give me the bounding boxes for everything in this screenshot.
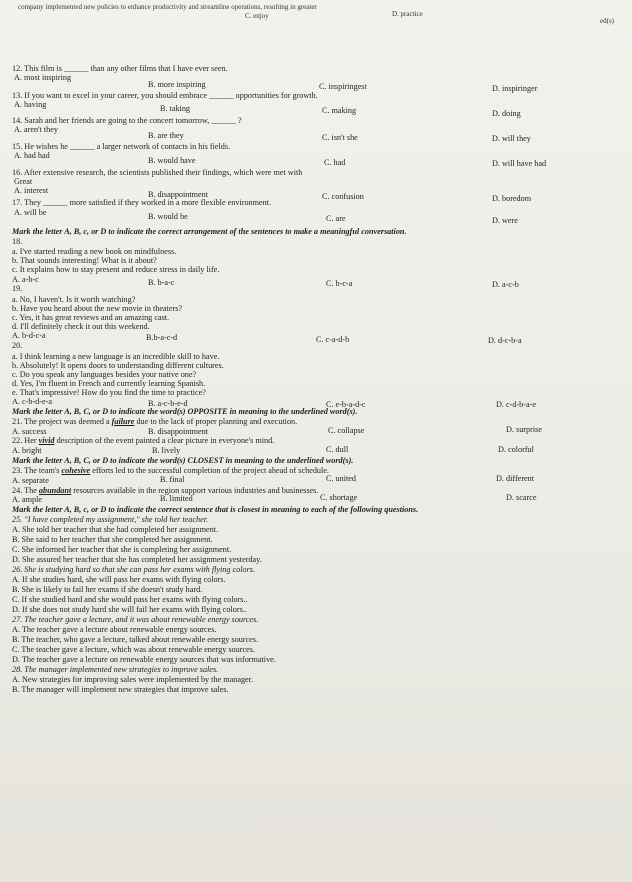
q26-option-d[interactable]: D. If she does not study hard she will fail her exams with flying colors.. [12,605,247,614]
header-option-d: D. practice [392,10,423,18]
q20-sentence-d: d. Yes, I'm fluent in French and currently learning Spanish. [12,379,206,388]
q17-option-c[interactable]: C. are [326,214,346,223]
q18-option-c[interactable]: C. b-c-a [326,279,353,288]
q19-number: 19. [12,284,23,293]
q24-option-b[interactable]: B. limited [160,494,193,503]
q22-underlined-word: vivid [38,436,55,445]
q26-option-c[interactable]: C. If she studied hard and she would pass her exams with flying colors.. [12,595,248,604]
q23-option-b[interactable]: B. final [160,475,185,484]
q16-word-great: Great [14,177,33,186]
q18-option-b[interactable]: B. b-a-c [148,278,175,287]
q12-option-a[interactable]: A. most inspiring [14,73,72,82]
q27-stem: 27. The teacher gave a lecture, and it was about renewable energy sources. [12,615,259,624]
q21-option-c[interactable]: C. collapse [328,426,365,435]
q20-sentence-c: c. Do you speak any languages besides your native one? [12,370,197,379]
q23-underlined-word: cohesive [61,466,91,475]
q20-option-d[interactable]: D. c-d-b-a-e [496,400,537,409]
q23-option-c[interactable]: C. united [326,474,357,483]
q16-stem: 16. After extensive research, the scientists published their findings, which were met with [12,168,303,177]
q27-option-b[interactable]: B. The teacher, who gave a lecture, talked about renewable energy sources. [12,635,259,644]
q28-option-b[interactable]: B. The manager will implement new strategies that improve sales. [12,685,229,694]
q12-option-d[interactable]: D. inspiringer [492,84,538,93]
q23-stem: 23. The team's cohesive efforts led to the successful completion of the project ahead of schedule. [12,466,329,475]
section-rewrite-heading: Mark the letter A, B, c, or D to indicate the correct sentence that is closest in meaning to each of the following questions. [12,505,419,514]
q15-option-a[interactable]: A. had had [14,151,50,160]
q22-option-b[interactable]: B. lively [152,446,181,455]
q17-option-a[interactable]: A. will be [14,208,47,217]
q28-stem: 28. The manager implemented new strategies to improve sales. [12,665,219,674]
q24-underlined-word: abundant [38,486,72,495]
q13-stem: 13. If you want to excel in your career, you should embrace ______ opportunities for growth. [12,91,318,100]
q21-option-b[interactable]: B. disappointment [148,427,209,436]
q21-option-a[interactable]: A. success [12,427,47,436]
header-tail: ed(s) [600,17,614,25]
q19-option-d[interactable]: D. d-c-b-a [488,336,522,345]
q25-option-d[interactable]: D. She assured her teacher that she has completed her assignment yesterday. [12,555,262,564]
q22-stem: 22. Her vivid description of the event painted a clear picture in everyone's mind. [12,436,275,445]
q14-stem: 14. Sarah and her friends are going to the concert tomorrow, ______ ? [12,116,242,125]
q18-option-d[interactable]: D. a-c-b [492,280,519,289]
q19-option-b[interactable]: B.b-a-c-d [146,333,178,342]
q16-option-c[interactable]: C. confusion [322,192,364,201]
section-opposite-heading: Mark the letter A, B, C, or D to indicate the word(s) OPPOSITE in meaning to the underlined word(s). [12,407,358,416]
q19-option-c[interactable]: C. c-a-d-b [316,335,350,344]
q27-option-a[interactable]: A. The teacher gave a lecture about renewable energy sources. [12,625,217,634]
q20-sentence-b: b. Absolutely! It opens doors to understanding different cultures. [12,361,224,370]
q12-stem: 12. This film is ______ than any other films that I have ever seen. [12,64,228,73]
q22-option-d[interactable]: D. colorful [498,445,534,454]
q14-option-a[interactable]: A. aren't they [14,125,58,134]
q17-stem: 17. They ______ more satisfied if they worked in a more flexible environment. [12,198,272,207]
q25-option-c[interactable]: C. She informed her teacher that she is completing her assignment. [12,545,232,554]
q26-option-a[interactable]: A. If she studies hard, she will pass her exams with flying colors. [12,575,226,584]
header-line: company implemented new policies to enhance productivity and streamline operations, resulting in greater [18,3,317,11]
q20-sentence-e: e. That's impressive! How do you find the time to practice? [12,388,206,397]
q16-option-a[interactable]: A. interest [14,186,49,195]
q24-option-c[interactable]: C. shortage [320,493,358,502]
q25-stem: 25. "I have completed my assignment," she told her teacher. [12,515,209,524]
q13-option-a[interactable]: A. having [14,100,47,109]
q21-option-d[interactable]: D. surprise [506,425,542,434]
section-arrangement-heading: Mark the letter A, B, c, or D to indicate the correct arrangement of the sentences to make a meaningful conversation. [12,227,407,236]
q19-sentence-b: b. Have you heard about the new movie in theaters? [12,304,183,313]
q18-sentence-a: a. I've started reading a new book on mindfulness. [12,247,177,256]
q21-underlined-word: failure [111,417,135,426]
q20-sentence-a: a. I think learning a new language is an incredible skill to have. [12,352,220,361]
q23-option-a[interactable]: A. separate [12,476,49,485]
q13-option-b[interactable]: B. taking [160,104,191,113]
q20-option-c[interactable]: C. e-b-a-d-c [326,400,366,409]
q14-option-c[interactable]: C. isn't she [322,133,358,142]
q21-stem: 21. The project was deemed a failure due to the lack of proper planning and execution. [12,417,298,426]
q24-option-d[interactable]: D. scarce [506,493,537,502]
q24-stem: 24. The abundant resources available in the region support various industries and businesses. [12,486,319,495]
q20-option-a[interactable]: A. c-b-d-e-a [12,397,53,406]
q22-option-c[interactable]: C. dull [326,445,349,454]
q16-option-b[interactable]: B. disappointment [148,190,209,199]
q27-option-c[interactable]: C. The teacher gave a lecture, which was about renewable energy sources. [12,645,255,654]
q18-sentence-b: b. That sounds interesting! What is it about? [12,256,157,265]
q19-sentence-c: c. Yes, it has great reviews and an amazing cast. [12,313,170,322]
q18-number: 18. [12,237,23,246]
q18-sentence-c: c. It explains how to stay present and reduce stress in daily life. [12,265,220,274]
section-closest-heading: Mark the letter A, B, C, or D to indicate the word(s) CLOSEST in meaning to the underlined word(s). [12,456,354,465]
q25-option-b[interactable]: B. She said to her teacher that she completed her assignment. [12,535,213,544]
q24-option-a[interactable]: A. ample [12,495,43,504]
header-option-c: C. enjoy [245,12,269,20]
q13-option-c[interactable]: C. making [322,106,357,115]
q20-option-b[interactable]: B. a-c-b-e-d [148,399,188,408]
q15-stem: 15. He wishes he ______ a larger network of contacts in his fields. [12,142,231,151]
q18-option-a[interactable]: A. a-b-c [12,275,39,284]
q14-option-d[interactable]: D. will they [492,134,531,143]
q23-option-d[interactable]: D. different [496,474,535,483]
q15-option-c[interactable]: C. had [324,158,346,167]
q17-option-d[interactable]: D. were [492,216,518,225]
q28-option-a[interactable]: A. New strategies for improving sales were implemented by the manager. [12,675,254,684]
q12-option-c[interactable]: C. inspiringest [319,82,367,91]
q16-option-d[interactable]: D. boredom [492,194,532,203]
q25-option-a[interactable]: A. She told her teacher that she had completed her assignment. [12,525,218,534]
q17-option-b[interactable]: B. would be [148,212,188,221]
q19-sentence-a: a. No, I haven't. Is it worth watching? [12,295,136,304]
q14-option-b[interactable]: B. are they [148,131,184,140]
q27-option-d[interactable]: D. The teacher gave a lecture on renewable energy sources that was informative. [12,655,276,664]
q13-option-d[interactable]: D. doing [492,109,521,118]
q19-sentence-d: d. I'll definitely check it out this weekend. [12,322,150,331]
q22-option-a[interactable]: A. bright [12,446,42,455]
q19-option-a[interactable]: A. b-d-c-a [12,331,46,340]
q15-option-d[interactable]: D. will have had [492,159,547,168]
q15-option-b[interactable]: B. would have [148,156,196,165]
q26-stem: 26. She is studying hard so that she can pass her exams with flying colors. [12,565,256,574]
q12-option-b[interactable]: B. more inspiring [148,80,206,89]
q26-option-b[interactable]: B. She is likely to fail her exams if she doesn't study hard. [12,585,203,594]
q20-number: 20. [12,341,23,350]
